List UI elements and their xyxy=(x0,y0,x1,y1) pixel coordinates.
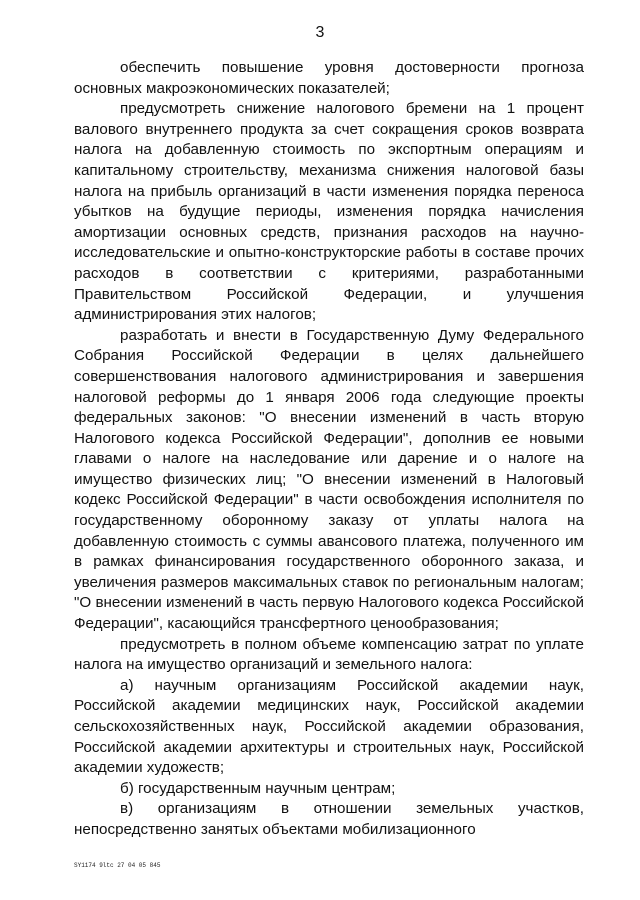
paragraph-tax-burden: предусмотреть снижение налогового бремени на 1 процент валового внутреннего продукта за счет сокращения сроков возврата налога на добавленную стоимость по экспортным операциям и капитальному строительству, механизма снижения налоговой базы налога на прибыль организаций в части изменения порядка переноса убытков на будущие периоды, изменения порядка начисления амортизации основных средств, признания расходов на научно-исследовательские и опытно-конструкторские работы в составе прочих расходов в соответствии с критериями, разработанными Правительством Российской Федерации, и улучшения администрирования этих налогов; xyxy=(74,100,584,324)
list-item-b: б) государственным научным центрам; xyxy=(120,779,396,797)
footer-code: SY1174 9ltc 27 04 05 845 xyxy=(74,862,161,869)
page-number: 3 xyxy=(315,24,325,41)
document-body xyxy=(74,58,584,841)
list-item-c: в) организациям в отношении земельных участков, непосредственно занятых объектами мобилизационного xyxy=(74,800,584,838)
paragraph-draft-laws: разработать и внести в Государственную Думу Федерального Собрания Российской Федерации в целях дальнейшего совершенствования налогового администрирования и завершения налоговой реформы до 1 января 2006 года следующие проекты федеральных законов: "О внесении изменений в часть вторую Налогового кодекса Российской Федерации", дополнив ее новыми главами о налоге на наследование или дарение и о налоге на имущество физических лиц; "О внесении изменений в Налоговый кодекс Российской Федерации" в части освобождения исполнителя по государственному оборонному заказу от уплаты налога на добавленную стоимость с суммы авансового платежа, полученного им в рамках финансирования государственного оборонного заказа, и увеличения размеров максимальных ставок по региональным налогам; "О внесении изменений в часть первую Налогового кодекса Российской Федерации", касающийся трансфертного ценообразования; xyxy=(74,326,584,633)
list-item-a: а) научным организациям Российской академии наук, Российской академии медицинских наук, Российской академии сельскохозяйственных наук, Российской академии образования, Российской академии архитектуры и строительных наук, Российской академии художеств; xyxy=(74,676,584,777)
paragraph-forecast: обеспечить повышение уровня достоверности прогноза основных макроэкономических показателей; xyxy=(74,59,584,97)
paragraph-compensation: предусмотреть в полном объеме компенсацию затрат по уплате налога на имущество организаций и земельного налога: xyxy=(74,635,584,674)
